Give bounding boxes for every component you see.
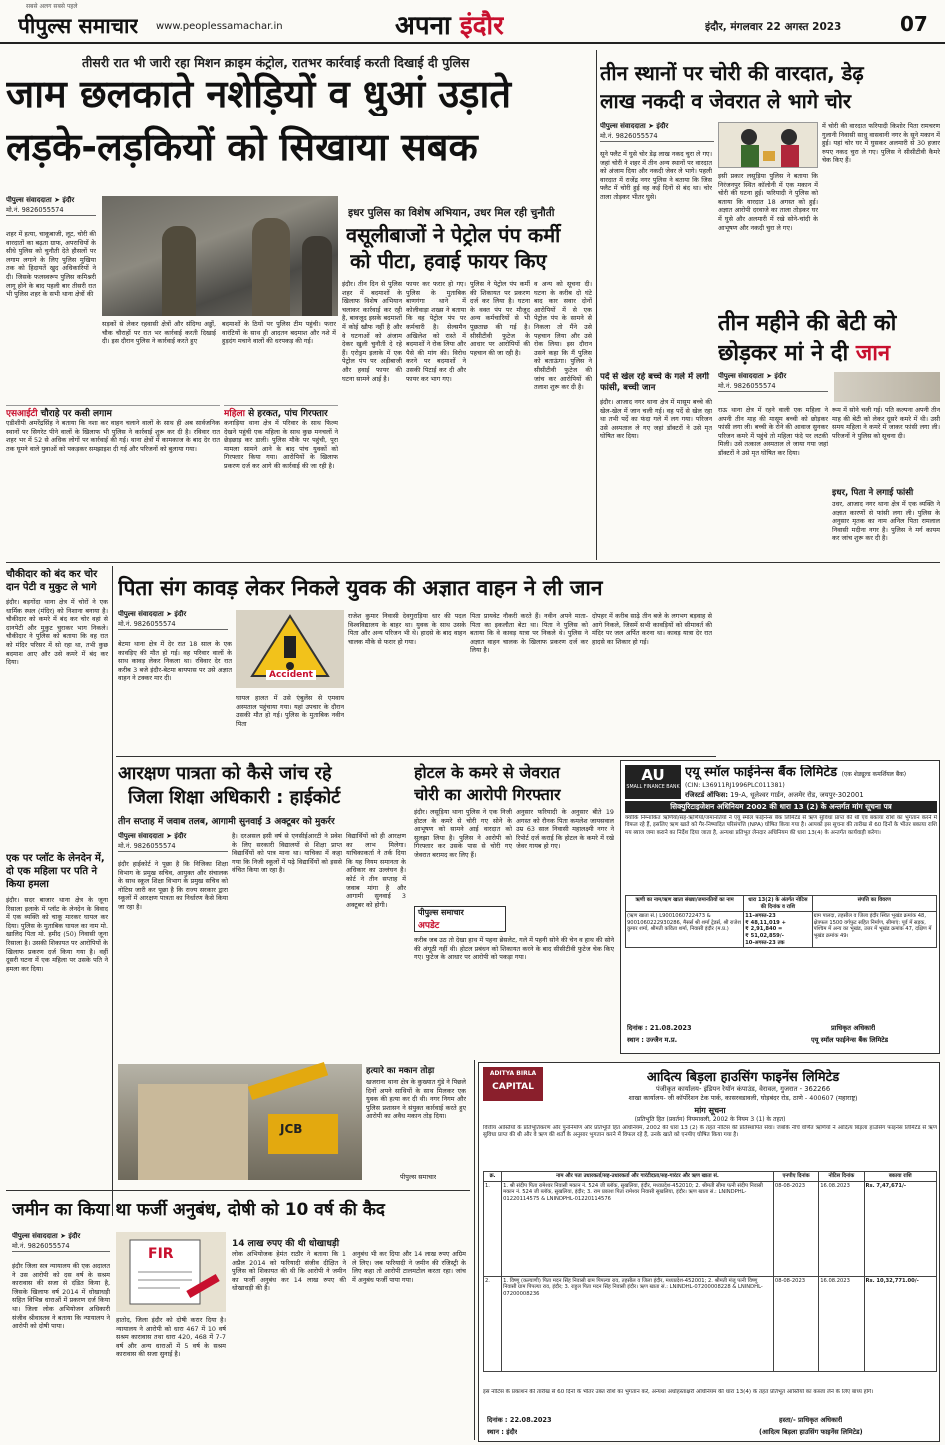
aditya-row-1-amount: Rs. 7,47,671/- xyxy=(864,1181,937,1276)
fake-col-4: अनुबंध भी कर दिया और 14 लाख रुपए अग्रिम ले लिए। जब फरियादी ने जमीन की रजिस्ट्री के लिए कहा तो आरोपी टालमटोल करता रहा। जांच में अनुबंध फर्जी पाया गया। xyxy=(352,1250,466,1284)
kanwad-byline-text xyxy=(118,610,228,630)
aditya-th-3: एनपीए दिनांक xyxy=(773,1172,818,1182)
plot-headline: एक पर प्लॉट के लेनदेन में, दो एक महिला पर पति ने किया हमला xyxy=(6,853,105,890)
lead-headline-1: जाम छलकाते नशेड़ियों व धुआं उड़ाते xyxy=(6,72,511,116)
section-title-a: अपना xyxy=(395,11,460,41)
box-sit-title xyxy=(6,406,220,419)
accident-label: Accident xyxy=(266,670,316,680)
au-logo-mark: AU xyxy=(641,766,665,784)
lead-col-3: बदमाशों के ठियों पर पुलिस टीम पहुंची। फरार वारंटियों के साथ ही आदतन बदमाश और नशे में हुड़दंग मचाने वालों की धरपकड़ की गई। xyxy=(222,320,336,346)
petrol-col-2: फायर कर फरार हो गए। पुलिस के मुताबिक बाणगंगा थाने में कोलीवाड़ा शख्स ने बताया कि वह पेट्रोल पंप पर कर्मचारी है। सेल्समैन अखिलेश को रास्ते में बदमाशों ने रोक लिया और पैसे की मांग की। विरोध करने पर बदमाशों ने उसकी पिटाई कर दी और फायर कर भाग गए। xyxy=(406,280,466,383)
au-title-main: एयू स्मॉल फाईनेन्स बैंक लिमिटेड xyxy=(685,765,838,780)
aditya-row-2-no: 2. xyxy=(484,1276,502,1371)
aditya-row-1-notice: 16.08.2023 xyxy=(819,1181,864,1276)
au-th-3: संपत्ति का विवरण xyxy=(812,896,936,912)
petrol-col-3: पुलिस ने पेट्रोल पंप कर्मी की शिकायत पर प्रकरण दर्ज कर लिया है। घटना के वक्त पंप पर मौजूद अन्य कर्मचारियों से भी पूछताछ की गई है। सीसीटीवी फुटेज के आधार पर आरोपियों की पहचान की जा रही है। xyxy=(470,280,530,357)
brand-tagline: सबसे अलग सबसे पहले xyxy=(26,3,78,10)
section-title xyxy=(395,6,504,42)
aditya-ad xyxy=(478,1062,940,1442)
au-table xyxy=(625,895,937,948)
fake-col-3: लोक अभियोजक हेमंत राठौर ने बताया कि 1 अप्रैल 2014 को फरियादी संजीव दीक्षित ने पुलिस को शिकायत की थी कि आरोपी ने जमीन का फर्जी अनुबंध कर 14 लाख रुपए की धोखाधड़ी की है। xyxy=(232,1250,346,1293)
theft-byline xyxy=(600,122,714,144)
reservation-byline-name: पीपुल्स संवाददाता ➤ इंदौर xyxy=(118,832,187,840)
petrol-col-4: व अन्य को सूचना दी। घटना के करीब दो घंटे बाद कार सवार दोनों आरोपियों में से एक पेट्रोल पंप के सामने से निकला तो मैंने उसे पहचान लिया और उसे रोक लिया। इस दौरान उसने कहा कि मैं पुलिस को बताऊंगा। पुलिस ने सीसीटीवी फुटेज की जांच कर आरोपियों की तलाश शुरू कर दी है। xyxy=(534,280,592,392)
daughter-byline-text xyxy=(718,372,828,392)
aditya-logo-1: ADITYA BIRLA xyxy=(489,1070,537,1077)
kanwad-byline xyxy=(118,610,228,632)
daughter-byline xyxy=(718,372,828,394)
fake-byline-mobile: मो.नं. 9826055574 xyxy=(12,1242,70,1250)
aditya-row-2-amount: Rs. 10,32,771.00/- xyxy=(864,1276,937,1371)
jcb-label: JCB xyxy=(280,1122,303,1136)
au-cell-2d: ₹ 51,02,859/- xyxy=(745,932,784,939)
horizontal-rule-1 xyxy=(6,562,940,563)
au-sign-1: प्राधिकृत अधिकारी xyxy=(831,1024,876,1032)
box-sit-body: एडीशीपी अमरेंद्रसिंह ने बताया कि नशा कर वाहन चलाने वालों के साथ ही अब सार्वजनिक स्थानों पर सिगरेट पीने वालों के खिलाफ भी पुलिस ने कार्रवाई शुरू कर दी है। रविवार रात शहर भर में 52 से अधिक लोगों पर कार्रवाई की गई। थाना क्षेत्रों में कामकाज के बाद देर रात तक घूमने वाले युवाओं को पकड़कर समझाइश दी गई और परिजनों को बुलाया गया। xyxy=(6,419,220,453)
aditya-place: स्थान : इंदौर xyxy=(487,1428,518,1436)
aditya-row-1-npa: 08-08-2023 xyxy=(773,1181,818,1276)
kanwad-headline: पिता संग कावड़ लेकर निकले युवक की अज्ञात वाहन ने ली जान xyxy=(118,576,603,600)
fir-illustration xyxy=(116,1232,226,1312)
theft-headline-2: लाख नकदी व जेवरात ले भागे चोर xyxy=(600,89,852,113)
aditya-table-header xyxy=(484,1172,937,1182)
temple-body: इंदौर। बड़गोंदा थाना क्षेत्र में चोरों ने एक धार्मिक स्थल (मंदिर) को निशाना बनाया है। चौकीदार को कमरे में बंद कर चोर वहां से दानपेटी और मुकुट चुराकर भाग निकले। चौकीदार ने पुलिस को बताया कि वह रात को मंदिर परिसर में सो रहा था, तभी कुछ बदमाश आए और उसे कमरे में बंद कर दिया। xyxy=(6,598,108,667)
update-badge xyxy=(414,906,506,932)
au-date: दिनांक : 21.08.2023 xyxy=(627,1024,692,1032)
reservation-kicker: तीन सप्ताह में जवाब तलब, आगामी सुनवाई 3 अक्टूबर को मुकर्रर xyxy=(118,817,335,827)
thief-illustration xyxy=(718,122,818,168)
au-reg-address: 19-A, धूलेश्वर गार्डन, अजमेर रोड, जयपुर-302001 xyxy=(727,791,864,799)
lead-col-1: शहर में हत्या, चाकूबाजी, लूट, चोरी की वारदातों का बढ़ता ग्राफ, अपराधियों के सीधे पुलिस को चुनौती देते हौसलों पर लगाम लगाने के लिए पुलिस मुखिया तक को हिदायतें खुद अधिकारियों ने दी। जिसके फलस्वरूप पुलिस कमिश्नरी लागू होने के बाद पहली बार तीसरी रात भी पुलिस शहर के सभी थाना क्षेत्रों की xyxy=(6,230,96,299)
dateline: इंदौर, मंगलवार 22 अगस्त 2023 xyxy=(705,21,842,33)
theft-byline-mobile: मो.नं. 9826055574 xyxy=(600,132,658,140)
aditya-row-1-no: 1. xyxy=(484,1181,502,1276)
accident-sign xyxy=(236,610,344,688)
table-row xyxy=(484,1181,937,1276)
au-reg xyxy=(685,790,864,799)
police-figure-1 xyxy=(162,226,196,316)
kanwad-byline-mobile: मो.नं. 9826055574 xyxy=(118,620,176,628)
daughter-headline-2 xyxy=(718,340,942,368)
lead-headline-2: लड़के-लड़कियों को सिखाया सबक xyxy=(6,125,478,169)
au-cin: (CIN: L36911RJ1996PLC011381) xyxy=(685,782,785,789)
page-number: 07 xyxy=(900,12,928,36)
update-word: अपडेट xyxy=(418,921,440,931)
kanwad-byline-name: पीपुल्स संवाददाता ➤ इंदौर xyxy=(118,610,187,618)
theft-headline-1: तीन स्थानों पर चोरी की वारदात, डेढ़ xyxy=(600,61,864,85)
petrol-kicker: इधर पुलिस का विशेष अभियान, उधर मिल रही चुनौती xyxy=(348,207,555,219)
theft-byline-text xyxy=(600,122,714,142)
daughter-headline-1: तीन महीने की बेटी को xyxy=(718,311,897,336)
plot-body: इंदौर। सदर बाजार थाना क्षेत्र के जूना रिसाला इलाके में प्लॉट के लेनदेन के विवाद में एक व्यक्ति को चाकू मारकर घायल कर दिया। पुलिस के मुताबिक घायल का नाम मो. खालिद पिता मो. हमीद (50) निवासी जूना रिसाला है। उसकी शिकायत पर आरोपियों के खिलाफ प्रकरण दर्ज किया गया है। वहीं दूसरी घटना में एक महिला पर उसके पति ने हमला कर दिया। xyxy=(6,896,108,973)
police-photo xyxy=(102,196,338,316)
reservation-headline-2: जिला शिक्षा अधिकारी : हाईकोर्ट xyxy=(128,787,341,808)
au-th-1: ऋणी का नाम/ऋण खाता संख्या/जमानतियों का नाम xyxy=(626,896,744,912)
reservation-headline-1: आरक्षण पात्रता को कैसे जांच रहे xyxy=(118,763,332,784)
aditya-th-5: बकाया राशि xyxy=(864,1172,937,1182)
hotel-headline-2: चोरी का आरोपी गिरफ्तार xyxy=(414,785,561,804)
hotel-col-2: अनुसार फरियादी के अनुसार बीते 19 अगस्त को रौनक पिता कमलेश जायसवाल उम्र 63 साल निवासी महालक्ष्मी नगर ने रिपोर्ट दर्ज कराई कि होटल के कमरे में रखे जेवर गायब हो गए। xyxy=(516,808,614,851)
aditya-outro: इस नोटिस के प्रकाशन की तारीख से 60 दिनों के भीतर उक्त राशि का भुगतान करें, अन्यथा अधोहस्ताक्षरी अधिनियम की धारा 13(4) के तहत प्रतिभूत आस्तियों का कब्जा लेने के लिए बाध्य होंगे। xyxy=(483,1389,874,1395)
hotel-col-1: इंदौर। लसूड़िया थाना पुलिस ने एक निजी होटल के कमरे से चोरी गए सोने के आभूषण को सामने आई वारदात को सुलझा लिया है। पुलिस ने आरोपी को गिरफ्तार कर उसके पास से चोरी गए जेवरात बरामद कर लिए हैं। xyxy=(414,808,512,859)
vertical-rule-left xyxy=(112,566,113,1216)
reservation-col-2: है। दरअसल इसी वर्ष से एनसीईआरटी ने प्रवेश के लिए सरकारी विद्यालयों से शिक्षा प्राप्त विद्यार्थियों को पात्र माना था। याचिका में कहा गया कि निजी स्कूलों में पढ़े विद्यार्थियों को इससे वंचित किया जा रहा है। xyxy=(232,832,342,875)
daughter-headline-2a: छोड़कर मां ने दी xyxy=(718,341,856,366)
reservation-col-1: इंदौर हाईकोर्ट ने पूछा है कि निजिका शिक्षा विभाग के प्रमुख सचिव, आयुक्त और संचालक के साथ स्कूल शिक्षा विभाग के प्रमुख सचिव को नोटिस जारी कर पूछा है कि राज्य सरकार द्वारा स्कूलों में आरक्षण पात्रता का निर्धारण कैसे किया जा रहा है। xyxy=(118,860,228,911)
aditya-sign-2: (आदित्य बिड़ला हाउसिंग फाइनेंस लिमिटेड) xyxy=(759,1428,863,1436)
au-title xyxy=(685,765,939,783)
brand-logo: पीपुल्स समाचार xyxy=(18,14,139,38)
aditya-date: दिनांक : 22.08.2023 xyxy=(487,1416,552,1424)
horizontal-rule-2 xyxy=(116,756,716,757)
aditya-notice-sub: (प्रतिभूति हित (प्रवर्तन) नियमावली, 2002 के नियम 3 (1) के तहत) xyxy=(634,1116,786,1123)
au-table-header xyxy=(626,896,937,912)
au-place: स्थान : उज्जैन म.प्र. xyxy=(627,1036,678,1044)
box-woman xyxy=(224,405,338,557)
au-cell-2a: 11-अगस्त-23 xyxy=(745,913,776,920)
reservation-byline xyxy=(118,832,228,854)
aditya-logo-2: CAPITAL xyxy=(492,1082,534,1092)
house-kicker: हत्यारे का मकान तोड़ा xyxy=(366,1066,435,1076)
reservation-byline-text xyxy=(118,832,228,852)
fake-byline xyxy=(12,1232,110,1254)
fir-label: FIR xyxy=(148,1246,174,1262)
kanwad-col-3: राजेश कुमार निवासी देवगुराड़िया धार की पदल विश्वविद्यालय के बाहर था। युवक के साथ उसके पिता और अन्य परिजन भी थे। हादसे के बाद वाहन चालक मौके से फरार हो गया। xyxy=(348,612,466,646)
lead-byline xyxy=(6,196,96,218)
aditya-logo xyxy=(483,1067,543,1101)
house-body: खजराना थाना क्षेत्र के कुख्यात गुंडे ने पिछले दिनों अपने साथियों के साथ मिलकर एक युवक की हत्या कर दी थी। नगर निगम और पुलिस प्रशासन ने संयुक्त कार्रवाई करते हुए आरोपी का अवैध मकान तोड़ दिया। xyxy=(366,1078,466,1121)
box-woman-body: कनाड़िया थाना क्षेत्र में परिवार के साथ फिल्म देखने पहुंची एक महिला के साथ कुछ मनचलों ने छेड़छाड़ कर डाली। पुलिस मौके पर पहुंची, पूरा मामला सामने आने के बाद पांच युवकों को गिरफ्तार किया गया। आरोपियों के खिलाफ प्रकरण दर्ज कर आगे की कार्रवाई की जा रही है। xyxy=(224,419,338,470)
jcb-arm xyxy=(248,1062,328,1100)
theft-col-1b: इंदौर। आजाद नगर थाना क्षेत्र में मासूम बच्चे की खेल-खेल में जान चली गई। वह पर्दे से खेल रहा था तभी पर्दे का फंदा गले में लग गया। परिजन उसे अस्पताल ले गए जहां डॉक्टरों ने उसे मृत घोषित कर दिया। xyxy=(600,398,712,441)
fake-sub: 14 लाख रुपए की थी धोखाधड़ी xyxy=(232,1239,340,1249)
aditya-title: आदित्य बिड़ला हाउसिंग फाइनेंस लिमिटेड xyxy=(646,1070,840,1085)
aditya-th-4: नोटिस दिनांक xyxy=(819,1172,864,1182)
petrol-col-1: इंदौर। तीन दिन से पुलिस शहर में बदमाशों के खिलाफ विशेष अभियान चलाकर कार्रवाई कर रही है, बावजूद इसके बदमाशों में कोई खौफ नहीं है और वे घटनाओं को अंजाम देकर खुली चुनौती दे रहे हैं। एरोड्रम इलाके में एक पेट्रोल पंप पर अड़ीबाजी और हवाई फायर की घटना सामने आई है। xyxy=(342,280,402,383)
fake-col-2: हातोद, जिला इंदौर को दोषी करार दिया है। न्यायालय ने आरोपी को धारा 467 में 10 वर्ष सश्रम कारावास तथा धारा 420, 468 में 7-7 वर्ष और अन्य धाराओं में 5 वर्ष के सश्रम कारावास की सजा सुनाई है। xyxy=(116,1316,226,1359)
theft-col-1: सूने फ्लैट में घुसे चोर डेढ़ लाख नकद चुरा ले गए। जहां चोरी ने शहर में तीन अन्य स्थानों पर वारदात को अंजाम दिया और नकदी जेवर ले भागे। पहली वारदात में राजेंद्र नगर पुलिस ने बताया कि जिस फ्लैट में चोरी हुई वह कई दिनों से बंद था। चोर ताला तोड़कर भीतर घुसे। xyxy=(600,150,712,201)
byline-mobile: मो.नं. 9826055574 xyxy=(6,206,64,214)
demolition-photo xyxy=(118,1064,362,1180)
au-cell-2e: 10-अगस्त-23 तक xyxy=(745,939,785,946)
aditya-row-1-text: 1. श्री संदीप पिता रामेश्वर निवासी मकान नं. 524 जी ब्लॉक, सुखलिया, इंदौर, मध्यप्रदेश-452010; 2. श्रीमती सीमा पत्नी संदीप निवासी मकान नं. 524 जी ब्लॉक, सुखलिया, इंदौर; 3. राम प्रकाश पिता रामेश्वर निवासी सुखलिया, इंदौर। ऋण खाता सं.: LNINDPHL-01220114575 & LNINDPHL-01220114576 xyxy=(502,1181,774,1276)
hotel-headline-1: होटल के कमरे से जेवरात xyxy=(414,763,560,782)
petrol-headline-1: वसूलीबाजों ने पेट्रोल पंप कर्मी xyxy=(346,223,561,247)
au-intro: क्योंकि निम्नांकित ऋणियों/सह-ऋणियों/जमानतियों ने एयू स्मॉल फाईनेन्स बैंक लिमिटेड से ऋण सुविधा प्राप्त की थी एवं बकाया राशि का भुगतान करने में विफल रहे हैं, इसलिए ऋण खाते को गैर-निष्पादित परिसंपत्ति (NPA) घोषित किया गया है। आपको इस सूचना की तारीख से 60 दिनों के भीतर बकाया राशि मय ब्याज जमा कराने का निर्देश दिया जाता है, अन्यथा प्रतिभूत लेनदार अधिनियम की धारा 13(4) के अन्तर्गत कार्यवाही करेगा। xyxy=(625,815,937,836)
masthead xyxy=(0,0,945,44)
au-cell-1: (ऋण खाता सं.) L9001060722473 & 9001060222930286, मैसर्स श्री शर्मा ट्रेडर्स, श्री राजेश कुमार शर्मा, श्रीमती कविता शर्मा, निवासी इंदौर (म.प्र.) xyxy=(626,912,744,948)
au-bar: सिक्युरिटाइजेशन अधिनियम 2002 की धारा 13 (2) के अन्तर्गत मांग सूचना पत्र xyxy=(625,801,937,813)
au-table-row xyxy=(626,912,937,948)
jcb-body xyxy=(268,1114,338,1154)
police-figure-2 xyxy=(252,218,290,316)
au-reg-label: रजिस्टर्ड ऑफिस: xyxy=(685,791,728,799)
section-title-b: इंदौर xyxy=(459,11,504,41)
daughter-byline-name: पीपुल्स संवाददाता ➤ इंदौर xyxy=(718,372,787,380)
aditya-row-2-notice: 16.08.2023 xyxy=(819,1276,864,1371)
building-shape xyxy=(138,1084,248,1180)
au-logo-sub: SMALL FINANCE BANK xyxy=(626,785,680,790)
byline-text xyxy=(6,196,96,216)
kanwad-col-5: दोपहर में करीब साढ़े तीन बजे के लगभग बड़वाह से आगे निकले, जिसमें सभी कावड़ियों को सीमावर्त की मंदिर पर जल अर्पित करना था। कावड़ यात्रा देर रात हादसे का शिकार हो गई। xyxy=(592,612,712,646)
au-cell-2 xyxy=(744,912,812,948)
au-th-2: धारा 13(2) के अंतर्गत नोटिस की दिनांक व राशि xyxy=(744,896,812,912)
aditya-row-2-text: 1. विष्णु (कल्याणी) पिता मदन सिंह निवासी ग्राम पिपल्या राव, तहसील व जिला इंदौर, मध्यप्रदेश-452001; 2. श्रीमती मंजू पत्नी विष्णु निवासी ग्राम पिपल्या राव, इंदौर; 3. राहुल पिता मदन सिंह निवासी इंदौर। ऋण खाता सं.: LNINDHL-07200008228 & LNINDHL-07200008236 xyxy=(502,1276,774,1371)
fir-document-icon xyxy=(116,1232,226,1312)
box-woman-title-rest: से हरकत, पांच गिरफ्तार xyxy=(244,409,328,419)
box-sit xyxy=(6,405,220,557)
lead-kicker: तीसरी रात भी जारी रहा मिशन क्राइम कंट्रोल, रातभर कार्रवाई करती दिखाई दी पुलिस xyxy=(82,55,470,70)
police-figure-3 xyxy=(302,236,332,316)
theft-col-3: में चोरी की वारदात फरियादी किशोर पिता रामचरण गुलानी निवासी साधु वासवानी नगर के सूने मकान में हुई। यहां चोर घर में घुसकर अलमारी से 30 हजार रुपए नकद चुरा ले गए। पुलिस ने सीसीटीवी कैमरे चेक किए हैं। xyxy=(822,122,940,165)
theft-subhead: पर्दे से खेल रहे बच्चे के गले में लगी फांसी, बच्ची जान xyxy=(600,372,710,393)
aditya-intro: वित्तीय आस्तियों के प्रतिभूतिकरण और पुनर्निर्माण और प्रतिभूति हित अधिनियम, 2002 की धारा 13 (2) के तहत नोटिस की प्रतिस्थापित सेवा। जबकि नीचे वर्णित ऋणियों ने आदित्य बिड़ला हाउसिंग फाइनेंस लिमिटेड से ऋण सुविधा प्राप्त की थी और वे ऋण की शर्तों के अनुसार भुगतान करने में विफल रहे हैं, उनके खाते को एनपीए घोषित किया गया है। xyxy=(483,1125,937,1139)
au-cell-2c: ₹ 2,91,840 = xyxy=(745,926,783,933)
petrol-headline-2: को पीटा, हवाई फायर किए xyxy=(350,249,547,273)
aditya-th-2: नाम और पता उधारकर्ता/सह-उधारकर्ता और गारंटीदाता/सह-गारंटर और ऋण खाता सं. xyxy=(502,1172,774,1182)
vertical-rule-top xyxy=(596,50,597,560)
au-sign-2: एयू स्मॉल फाईनेन्स बैंक लिमिटेड xyxy=(811,1036,889,1044)
aditya-th-1: क्र. xyxy=(484,1172,502,1182)
kanwad-col-4: पिता प्रायवेट नौकरी करते हैं। नवीन अपने माता-पिता का इकलौता बेटा था। पिता ने पुलिस को बताया कि वे कावड़ यात्रा पर निकले थे। पुलिस ने अज्ञात वाहन चालक के खिलाफ प्रकरण दर्ज कर लिया है। xyxy=(470,612,588,655)
reservation-byline-mobile: मो.नं. 9826055574 xyxy=(118,842,176,850)
table-row xyxy=(484,1276,937,1371)
daughter-col-2: रूम में सोने चली गई। पति कल्पना अपनी तीन माह की बेटी को लेकर दूसरे कमरे में थी। उसी समय महिला ने कमरे में जाकर फांसी लगा ली। परिजनों ने पुलिस को सूचना दी। xyxy=(832,406,940,440)
daughter-photo xyxy=(834,372,940,402)
fake-col-1: इंदौर जिला सत्र न्यायालय की एक अदालत ने उस आरोपी को दस वर्ष के सश्रम कारावास की सजा से दंडित किया है, जिसके खिलाफ वर्ष 2014 में धोखाधड़ी सहित विभिन्न धाराओं में प्रकरण दर्ज किया था। जिला लोक अभियोजन अधिकारी संजीव श्रीवास्तव ने बताया कि न्यायालय ने आरोपी को दोषी पाया। xyxy=(12,1262,110,1331)
kanwad-col-2: घायल हालत में उसे एंबुलेंस से एमवाय अस्पताल पहुंचाया गया। यहां उपचार के दौरान उसकी मौत हो गई। पुलिस के मुताबिक नवीन पिता xyxy=(236,694,344,728)
aditya-reg: पंजीकृत कार्यालय- इंडियन रेयॉन कंपाउंड, वेरावल, गुजरात - 362266 xyxy=(655,1085,831,1093)
fake-byline-name: पीपुल्स संवाददाता ➤ इंदौर xyxy=(12,1232,81,1240)
theft-byline-name: पीपुल्स संवाददाता ➤ इंदौर xyxy=(600,122,669,130)
kanwad-col-1: बेटमा थाना क्षेत्र में देर रात 18 साल के एक कावड़िए की मौत हो गई। वह परिवार वालों के साथ कावड़ लेकर निकला था। रविवार देर रात करीब 3 बजे इंदौर-बेटमा बायपास पर उसे अज्ञात वाहन ने टक्कर मार दी। xyxy=(118,640,232,683)
au-ad xyxy=(620,760,940,1054)
aditya-sign-1: हस्ता/- प्राधिकृत अधिकारी xyxy=(779,1416,843,1424)
box-woman-title-red: महिला xyxy=(224,409,245,419)
byline-name: पीपुल्स संवाददाता ➤ इंदौर xyxy=(6,196,75,204)
house-credit: पीपुल्स समाचार xyxy=(400,1173,437,1181)
au-logo xyxy=(625,765,681,799)
lead-col-2: सड़कों से लेकर रहवासी क्षेत्रों और संदिग्ध अड्डों, चौक चौराहों पर रात भर कार्रवाई करती दिखाई दी। इस दौरान पुलिस ने कार्रवाई करते हुए xyxy=(102,320,216,346)
site-url[interactable]: www.peoplessamachar.in xyxy=(156,21,283,32)
daughter-subhead: इधर, पिता ने लगाई फांसी xyxy=(832,488,914,498)
aditya-row-2-npa: 08-08-2023 xyxy=(773,1276,818,1371)
reservation-col-3: विद्यार्थियों को ही आरक्षण का लाभ मिलेगा। याचिकाकर्ता ने तर्क दिया कि यह नियम समानता के अधिकार का उल्लंघन है। कोर्ट ने तीन सप्ताह में जवाब मांगा है और आगामी सुनवाई 3 अक्टूबर को होगी। xyxy=(346,832,406,909)
fake-headline: जमीन का किया था फर्जी अनुबंध, दोषी को 10 वर्ष की कैद xyxy=(12,1200,385,1220)
update-brand: पीपुल्स समाचार xyxy=(418,908,464,917)
hotel-col-3: करीब जब उठ तो देखा हाथ में पहना ब्रेसलेट, गले में पहनी सोने की चेन व हाथ की सोने की अंगूठी नहीं थी। होटल प्रबंधन को शिकायत करने के बाद सीसीटीवी फुटेज चेक किए गए। फुटेज के आधार पर आरोपी को पकड़ा गया। xyxy=(414,936,614,962)
box-sit-title-rest: चौराहे पर कसी लगाम xyxy=(37,409,112,419)
daughter-headline-2b: जान xyxy=(855,341,891,366)
aditya-notice-title: मांग सूचना xyxy=(694,1106,726,1115)
vertical-rule-ads xyxy=(474,1060,475,1440)
thief-icon xyxy=(719,123,818,168)
au-cell-3: ग्राम पालदा, तहसील व जिला इंदौर स्थित भूखंड क्रमांक 48, क्षेत्रफल 1500 वर्गफुट सहित निर्माण, सीमाएं: पूर्व में सड़क, पश्चिम में अन्य का भूखंड, उत्तर में भूखंड क्रमांक 47, दक्षिण में भूखंड क्रमांक 49। xyxy=(812,912,936,948)
theft-col-2: इसी प्रकार लसूड़िया पुलिस ने बताया कि निरंजनपुर स्थित कॉलोनी में एक मकान में चोरी की घटना हुई। फरियादी ने पुलिस को बताया कि वारदात 18 अगस्त को हुई। अज्ञात आरोपी दरवाजे का ताला तोड़कर घर में घुसे और अलमारी में रखे सोने-चांदी के आभूषण और नकदी चुरा ले गए। xyxy=(718,172,818,232)
temple-headline: चौकीदार को बंद कर चोर दान पेटी व मुकुट ले भागे xyxy=(6,569,98,593)
aditya-branch: शाखा कार्यालय- जी कॉर्पोरेशन टेक पार्क, कासरवडावली, घोड़बंदर रोड, ठाणे - 400607 (महाराष्ट्र) xyxy=(628,1094,858,1102)
daughter-col-2b: उधर, आजाद नगर थाना क्षेत्र में एक व्यक्ति ने अज्ञात कारणों से फांसी लगा ली। पुलिस के अनुसार मृतक का नाम अनिल पिता रामलाल निवासी मदीना नगर है। पुलिस ने मर्ग कायम कर जांच शुरू कर दी है। xyxy=(832,500,940,543)
horizontal-rule-3 xyxy=(6,1190,470,1191)
daughter-byline-mobile: मो.नं. 9826055574 xyxy=(718,382,776,390)
aditya-table xyxy=(483,1171,937,1372)
fake-byline-text xyxy=(12,1232,110,1252)
box-woman-title xyxy=(224,406,338,419)
box-sit-title-red: एसआईटी xyxy=(6,409,38,419)
au-title-tag: (एक शेड्यूल्ड कमर्शियल बैंक) xyxy=(841,771,907,778)
au-cell-2b: ₹ 48,11,019 + xyxy=(745,919,786,926)
daughter-col-1: राऊ थाना क्षेत्र में रहने वाली एक महिला ने अपनी तीन माह की मासूम बच्ची को छोड़कर फांसी लगा ली। बच्ची के रोने की आवाज सुनकर परिजन कमरे में पहुंचे तो महिला फंदे पर लटकी मिली। उसे तत्काल अस्पताल ले जाया गया जहां डॉक्टरों ने उसे मृत घोषित कर दिया। xyxy=(718,406,828,457)
